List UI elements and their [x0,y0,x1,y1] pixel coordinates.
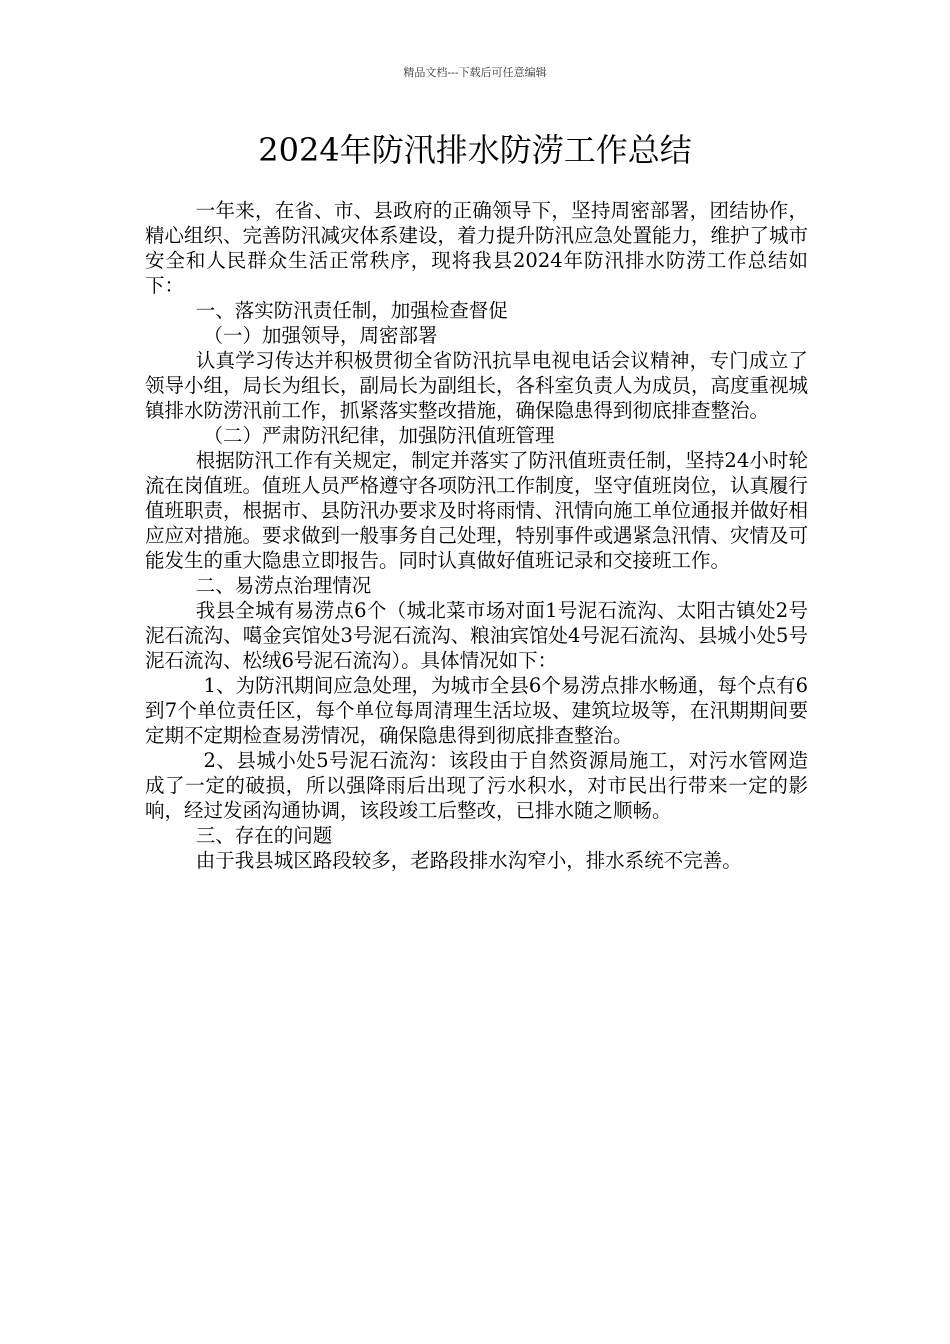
body-paragraph: 由于我县城区路段较多，老路段排水沟窄小，排水系统不完善。 [195,849,742,872]
section-heading-3: 三、存在的问题 [195,824,333,847]
subsection-heading-2: （二）严肃防汛纪律，加强防汛值班管理 [203,424,555,447]
body-paragraph: 根据防汛工作有关规定，制定并落实了防汛值班责任制，坚持24小时轮流在岗值班。值班人员严格遵守各项防汛工作制度，坚守值班岗位，认真履行值班职责，根据市、县防汛办要求及时将雨情、汛情向施工单位通报并做好相应应对措施。要求做到一般事务自己处理，特别事件或遇紧急汛情、灾情及可能发生的重大隐患立即报告。同时认真做好值班记录和交接班工作。 [145,449,809,572]
body-paragraph: 认真学习传达并积极贯彻全省防汛抗旱电视电话会议精神，专门成立了领导小组，局长为组长，副局长为副组长，各科室负责人为成员，高度重视城镇排水防涝汛前工作，抓紧落实整改措施，确保隐患得到彻底排查整治。 [145,349,809,422]
section-heading-1: 一、落实防汛责任制，加强检查督促 [195,299,508,322]
document-body [145,198,808,873]
intro-paragraph: 一年来，在省、市、县政府的正确领导下，坚持周密部署，团结协作，精心组织、完善防汛减灾体系建设，着力提升防汛应急处置能力，维护了城市安全和人民群众生活正常秩序，现将我县2024年防汛排水防涝工作总结如下： [145,199,809,297]
section-heading-2: 二、易涝点治理情况 [195,574,372,597]
subsection-heading-1: （一）加强领导，周密部署 [203,324,438,347]
body-paragraph: 我县全城有易涝点6个（城北菜市场对面1号泥石流沟、太阳古镇处2号泥石流沟、噶金宾馆处3号泥石流沟、粮油宾馆处4号泥石流沟、县城小处5号泥石流沟、松绒6号泥石流沟）。具体情况如下： [145,599,808,672]
document-title: 2024年防汛排水防涝工作总结 [258,131,692,169]
list-item: 2、县城小处5号泥石流沟：该段由于自然资源局施工，对污水管网造成了一定的破损，所以强降雨后出现了污水积水，对市民出行带来一定的影响，经过发函沟通协调，该段竣工后整改，已排水随之顺畅。 [145,749,808,822]
list-item: 1、为防汛期间应急处理，为城市全县6个易涝点排水畅通，每个点有6到7个单位责任区，每个单位每周清理生活垃圾、建筑垃圾等，在汛期期间要定期不定期检查易涝情况，确保隐患得到彻底排查整治。 [145,674,808,747]
header-note: 精品文档---下载后可任意编辑 [403,66,547,79]
